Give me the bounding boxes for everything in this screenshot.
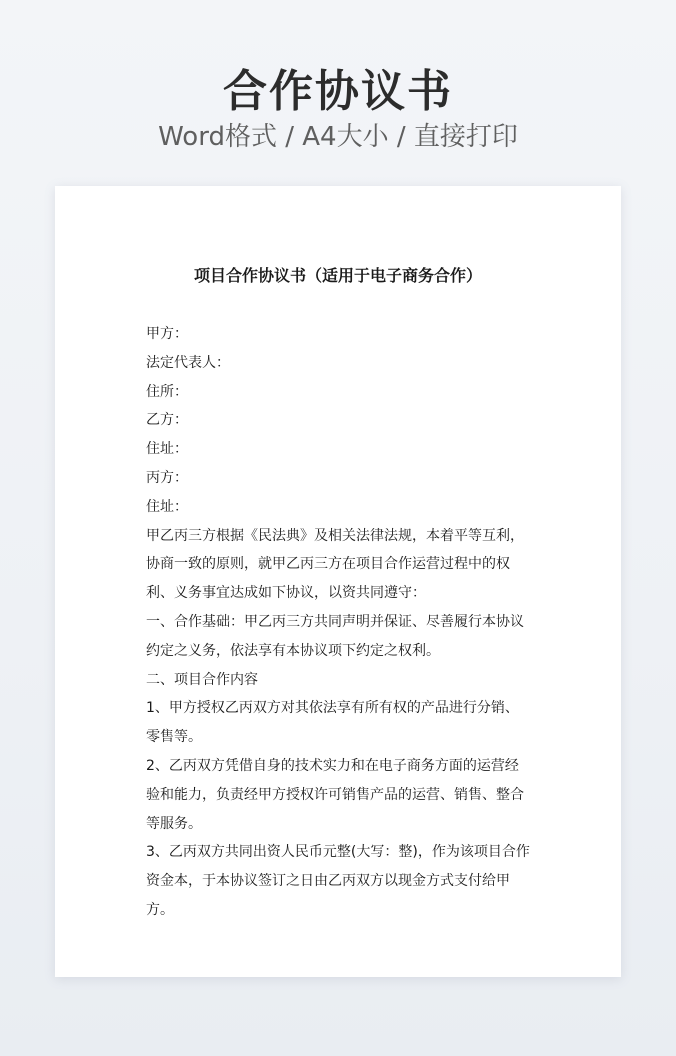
party-a-residence-line: 住所：	[146, 383, 188, 400]
document-body	[146, 320, 532, 925]
document-page	[55, 186, 621, 977]
clause-cooperation-basis: 一、合作基础：甲乙丙三方共同声明并保证、尽善履行本协议约定之义务，依法享有本协议项下约定之权利。	[146, 613, 524, 659]
party-b-address-line: 住址：	[146, 441, 188, 458]
party-c-line: 丙方：	[146, 469, 188, 486]
section-heading-project-content: 二、项目合作内容	[146, 671, 258, 688]
clause-item-1: 1、甲方授权乙丙双方对其依法享有所有权的产品进行分销、零售等。	[146, 700, 519, 746]
clause-item-2: 2、乙丙双方凭借自身的技术实力和在电子商务方面的运营经验和能力，负责经甲方授权许可销售产品的运营、销售、整合等服务。	[146, 757, 524, 832]
party-b-line: 乙方：	[146, 412, 188, 429]
clause-item-3: 3、乙丙双方共同出资人民币元整(大写：整)，作为该项目合作资金本，于本协议签订之日由乙丙双方以现金方式支付给甲方。	[146, 844, 530, 918]
document-title: 项目合作协议书（适用于电子商务合作）	[193, 266, 482, 285]
party-c-address-line: 住址：	[146, 498, 188, 515]
page-subtitle: Word格式 / A4大小 / 直接打印	[158, 122, 518, 152]
legal-representative-line: 法定代表人：	[146, 354, 230, 371]
preamble-paragraph: 甲乙丙三方根据《民法典》及相关法律法规，本着平等互利，协商一致的原则，就甲乙丙三方在项目合作运营过程中的权利、义务事宜达成如下协议，以资共同遵守：	[146, 527, 524, 602]
party-a-line: 甲方：	[146, 326, 188, 342]
page-title: 合作协议书	[223, 66, 453, 117]
